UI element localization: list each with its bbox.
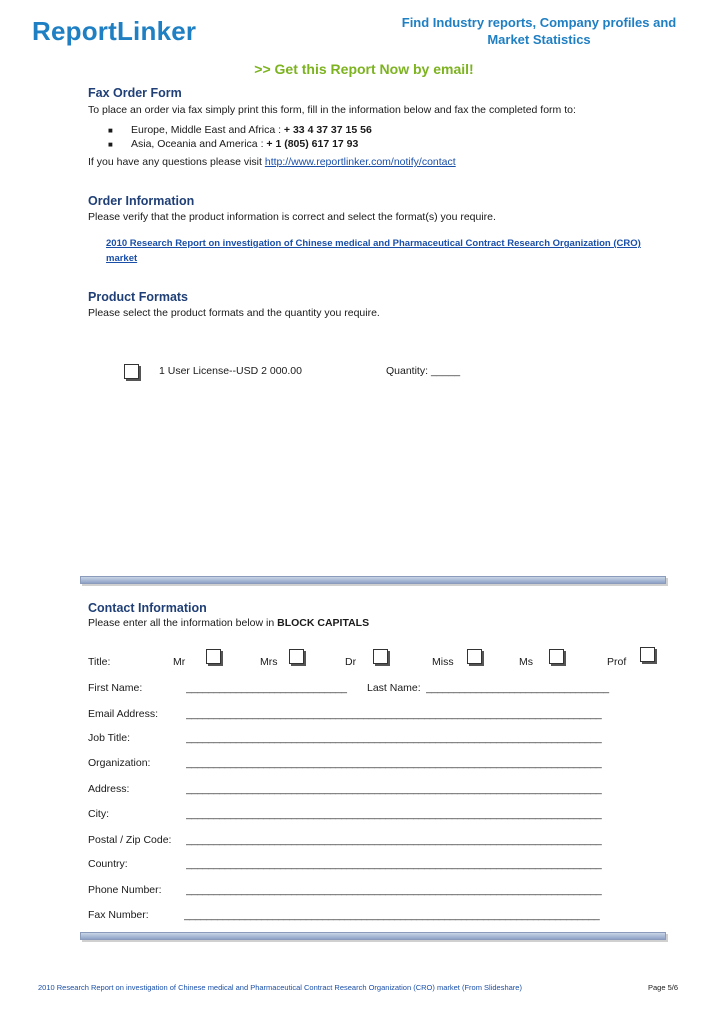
contact-question-text: If you have any questions please visit xyxy=(88,156,265,168)
license-checkbox[interactable] xyxy=(124,364,139,379)
job-title-field[interactable]: ___________________________________________________________________________ xyxy=(186,732,602,744)
title-label: Title: xyxy=(88,656,111,668)
title-option-mr: Mr xyxy=(173,656,186,668)
brand-logo: ReportLinker xyxy=(32,16,197,46)
title-option-dr: Dr xyxy=(345,656,357,668)
first-name-field[interactable]: _____________________________ xyxy=(186,682,347,694)
region-emea xyxy=(131,124,372,136)
title-ms-checkbox[interactable] xyxy=(549,649,564,664)
section-divider xyxy=(80,576,666,584)
title-miss-checkbox[interactable] xyxy=(467,649,482,664)
region-emea-label: Europe, Middle East and Africa : xyxy=(131,124,284,136)
last-name-label: Last Name: xyxy=(367,682,421,694)
footer-report-link[interactable]: 2010 Research Report on investigation of Chinese medical and Pharmaceutical Contract Research Organization (CRO) market (From Slideshare) xyxy=(38,983,522,992)
section-divider xyxy=(80,932,666,940)
title-option-miss: Miss xyxy=(432,656,454,668)
postal-code-field[interactable]: ___________________________________________________________________________ xyxy=(186,834,602,846)
quantity-field[interactable]: Quantity: _____ xyxy=(386,365,461,377)
title-prof-checkbox[interactable] xyxy=(640,647,655,662)
region-apac-label: Asia, Oceania and America : xyxy=(131,138,267,150)
region-emea-number: + 33 4 37 37 15 56 xyxy=(283,124,372,136)
order-info-intro: Please verify that the product information is correct and select the format(s) you require. xyxy=(88,211,496,223)
organization-field[interactable]: ___________________________________________________________________________ xyxy=(186,757,602,769)
city-field[interactable]: ___________________________________________________________________________ xyxy=(186,808,602,820)
title-mrs-checkbox[interactable] xyxy=(289,649,304,664)
region-apac-number: + 1 (805) 617 17 93 xyxy=(266,138,359,150)
address-label: Address: xyxy=(88,783,130,795)
last-name-field[interactable]: _________________________________ xyxy=(426,682,609,694)
bullet-icon: ■ xyxy=(108,126,113,135)
bullet-icon: ■ xyxy=(108,140,113,149)
title-option-ms: Ms xyxy=(519,656,533,668)
product-formats-heading: Product Formats xyxy=(88,290,189,304)
country-field[interactable]: ___________________________________________________________________________ xyxy=(186,858,602,870)
contact-info-intro xyxy=(88,617,369,629)
region-apac xyxy=(131,138,358,150)
country-label: Country: xyxy=(88,858,128,870)
city-label: City: xyxy=(88,808,109,820)
contact-info-heading: Contact Information xyxy=(88,601,207,615)
job-title-label: Job Title: xyxy=(88,732,131,744)
organization-label: Organization: xyxy=(88,757,151,769)
fax-number-label: Fax Number: xyxy=(88,909,149,921)
contact-intro-bold: BLOCK CAPITALS xyxy=(277,617,370,629)
page-number: Page 5/6 xyxy=(648,983,679,992)
first-name-label: First Name: xyxy=(88,682,143,694)
fax-order-heading: Fax Order Form xyxy=(88,86,182,100)
title-option-prof: Prof xyxy=(607,656,627,668)
title-option-mrs: Mrs xyxy=(260,656,278,668)
product-formats-intro: Please select the product formats and the quantity you require. xyxy=(88,307,380,319)
title-dr-checkbox[interactable] xyxy=(373,649,388,664)
header-tagline: Find Industry reports, Company profiles and Market Statistics xyxy=(401,15,677,47)
email-field[interactable]: ___________________________________________________________________________ xyxy=(186,708,602,720)
postal-code-label: Postal / Zip Code: xyxy=(88,834,172,846)
contact-link[interactable]: http://www.reportlinker.com/notify/contact xyxy=(264,156,456,168)
contact-intro-text: Please enter all the information below in xyxy=(88,617,278,629)
contact-question xyxy=(88,156,456,168)
report-title-link[interactable]: 2010 Research Report on investigation of Chinese medical and Pharmaceutical Contract Research Organization (CRO) market xyxy=(106,238,641,264)
email-label: Email Address: xyxy=(88,708,159,720)
order-info-heading: Order Information xyxy=(88,194,195,208)
phone-field[interactable]: ___________________________________________________________________________ xyxy=(186,884,602,896)
fax-order-intro: To place an order via fax simply print this form, fill in the information below and fax the completed form to: xyxy=(88,104,576,116)
title-mr-checkbox[interactable] xyxy=(206,649,221,664)
address-field[interactable]: ___________________________________________________________________________ xyxy=(186,783,602,795)
fax-number-field[interactable]: ___________________________________________________________________________ xyxy=(184,909,600,921)
get-report-email-link[interactable]: >> Get this Report Now by email! xyxy=(254,61,474,77)
license-option-label: 1 User License--USD 2 000.00 xyxy=(159,365,302,377)
phone-label: Phone Number: xyxy=(88,884,162,896)
